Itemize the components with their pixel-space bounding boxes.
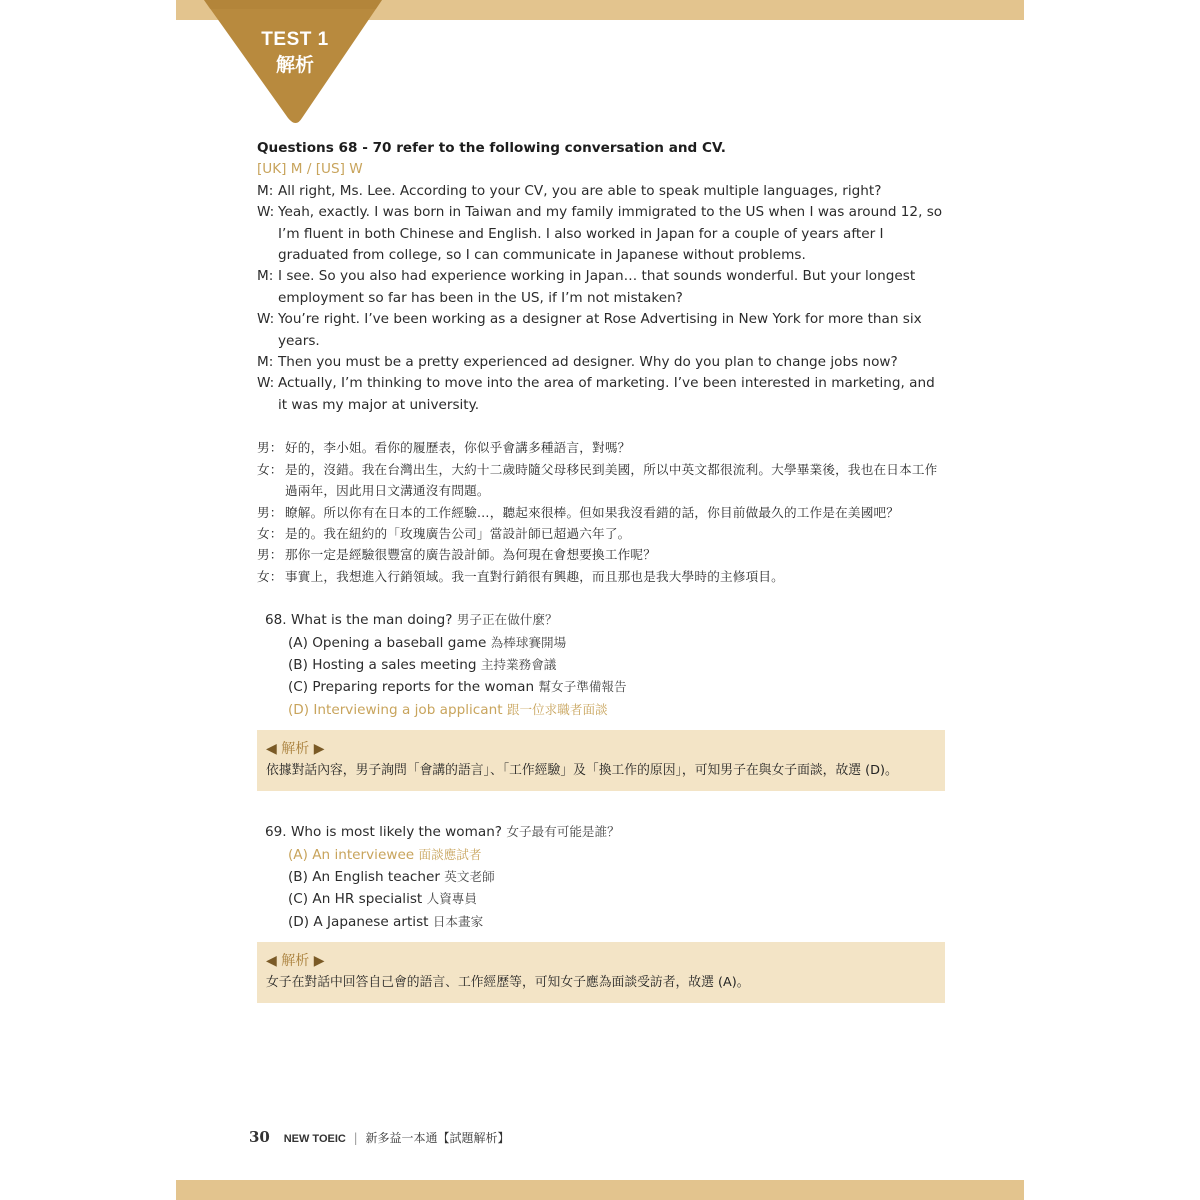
triangle-left-icon: ◀ bbox=[266, 741, 277, 758]
transcript-line: W: Yeah, exactly. I was born in Taiwan and my family immigrated to the US when I was around 12, so I’m fluent in both Chinese and English. I also worked in Japan for a couple of years after I graduated from college, so I can communicate in Japanese without problems. bbox=[257, 204, 943, 264]
explanation-68 bbox=[257, 730, 945, 791]
transcript-line: M: All right, Ms. Lee. According to your CV, you are able to speak multiple languages, right? bbox=[257, 182, 882, 199]
translation-line: 女： 是的，沒錯。我在台灣出生，大約十二歲時隨父母移民到美國，所以中英文都很流利。大學畢業後，我也在日本工作過兩年，因此用日文溝通沒有問題。 bbox=[257, 461, 938, 499]
bottom-band bbox=[176, 1180, 1024, 1200]
triangle-right-icon: ▶ bbox=[313, 741, 325, 758]
explanation-heading: ◀ 解析 ▶ bbox=[266, 953, 325, 970]
translation-line: 女： 是的。我在紐約的「玫瑰廣告公司」當設計師已超過六年了。 bbox=[257, 525, 631, 541]
translation-line: 男： 瞭解。所以你有在日本的工作經驗…，聽起來很棒。但如果我沒看錯的話，你目前做最久的工作是在美國吧？ bbox=[257, 504, 900, 520]
option-d: (D) A Japanese artist 日本畫家 bbox=[288, 913, 484, 930]
triangle-right-icon: ▶ bbox=[313, 953, 325, 970]
translation-line: 男： 那你一定是經驗很豐富的廣告設計師。為何現在會想要換工作呢？ bbox=[257, 547, 657, 563]
transcript-line: M: Then you must be a pretty experienced ad designer. Why do you plan to change jobs now? bbox=[257, 354, 898, 371]
explanation-text: 依據對話內容，男子詢問「會講的語言」、「工作經驗」及「換工作的原因」，可知男子在與女子面談，故選 (D)。 bbox=[266, 763, 898, 779]
option-a: (A) Opening a baseball game 為棒球賽開場 bbox=[288, 634, 567, 651]
translation-line: 女： 事實上，我想進入行銷領域。我一直對行銷很有興趣，而且那也是我大學時的主修項目。 bbox=[257, 568, 784, 584]
test-badge bbox=[200, 0, 382, 128]
chinese-translation bbox=[257, 437, 947, 587]
footer-separator: | bbox=[353, 1131, 358, 1145]
content bbox=[257, 138, 947, 1003]
explanation-heading: ◀ 解析 ▶ bbox=[266, 741, 325, 758]
option-b: (B) Hosting a sales meeting 主持業務會議 bbox=[288, 656, 557, 673]
explanation-text: 女子在對話中回答自己會的語言、工作經歷等，可知女子應為面談受訪者，故選 (A)。 bbox=[266, 975, 750, 991]
badge-analysis-label: 解析 bbox=[275, 54, 314, 76]
transcript-line: W: Actually, I’m thinking to move into the area of marketing. I’ve been interested in marketing, and it was my major at university. bbox=[257, 375, 935, 413]
english-transcript bbox=[257, 181, 947, 416]
page-number: 30 bbox=[249, 1128, 270, 1146]
speaker-accents: [UK] M / [US] W bbox=[257, 161, 363, 178]
option-c: (C) An HR specialist 人資專員 bbox=[288, 891, 477, 908]
transcript-line: M: I see. So you also had experience working in Japan… that sounds wonderful. But your longest employment so far has been in the US, if I’m not mistaken? bbox=[257, 268, 916, 306]
question-stem: 69. Who is most likely the woman? 女子最有可能是誰？ bbox=[265, 824, 620, 841]
explanation-69 bbox=[257, 942, 945, 1003]
page-footer bbox=[249, 1128, 510, 1146]
question-68 bbox=[257, 609, 947, 721]
option-d-correct: (D) Interviewing a job applicant 跟一位求職者面談 bbox=[288, 701, 608, 718]
footer-brand: NEW TOEIC bbox=[283, 1133, 346, 1145]
passage-title: Questions 68 - 70 refer to the following conversation and CV. bbox=[257, 140, 726, 156]
badge-test-label: TEST 1 bbox=[261, 29, 329, 50]
question-69 bbox=[257, 821, 947, 933]
triangle-left-icon: ◀ bbox=[266, 953, 277, 970]
option-a-correct: (A) An interviewee 面談應試者 bbox=[288, 846, 482, 863]
transcript-line: W: You’re right. I’ve been working as a designer at Rose Advertising in New York for more than six years. bbox=[257, 311, 922, 349]
question-stem: 68. What is the man doing? 男子正在做什麼？ bbox=[265, 612, 558, 629]
option-b: (B) An English teacher 英文老師 bbox=[288, 868, 495, 885]
footer-subtitle: 新多益一本通【試題解析】 bbox=[365, 1131, 510, 1145]
translation-line: 男： 好的，李小姐。看你的履歷表，你似乎會講多種語言，對嗎？ bbox=[257, 440, 631, 456]
option-c: (C) Preparing reports for the woman 幫女子準備報告 bbox=[288, 679, 627, 696]
